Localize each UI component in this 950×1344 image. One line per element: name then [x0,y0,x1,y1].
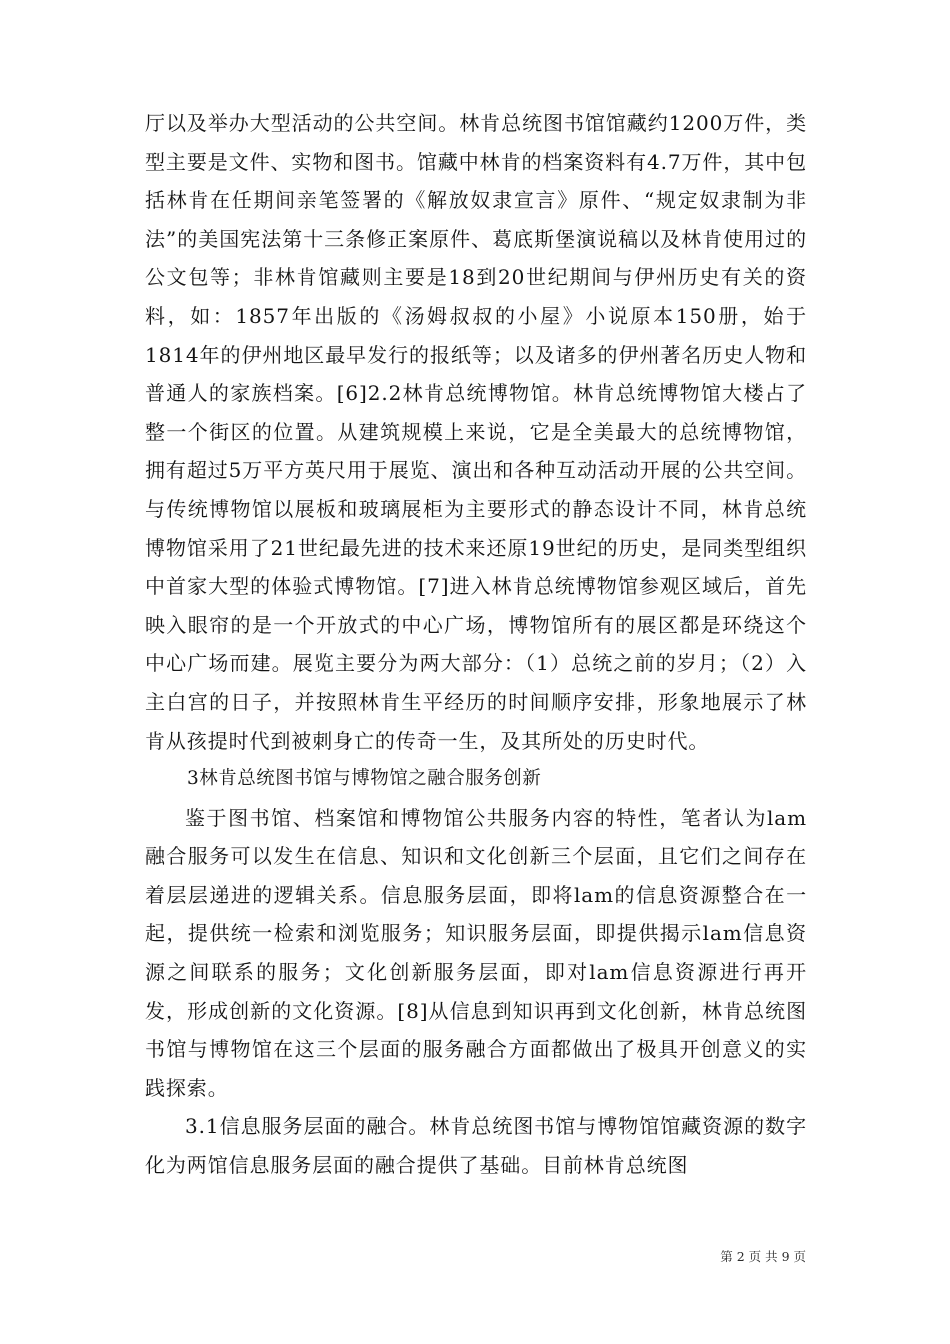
body-paragraph-2: 鉴于图书馆、档案馆和博物馆公共服务内容的特性，笔者认为lam融合服务可以发生在信息、知识和文化创新三个层面，且它们之间存在着层层递进的逻辑关系。信息服务层面，即将lam的信息资源整合在一起，提供统一检索和浏览服务；知识服务层面，即提供揭示lam信息资源之间联系的服务；文化创新服务层面，即对lam信息资源进行再开发，形成创新的文化资源。[8]从信息到知识再到文化创新，林肯总统图书馆与博物馆在这三个层面的服务融合方面都做出了极具开创意义的实践探索。 [145,805,807,1100]
document-body [145,104,807,1185]
page-number-footer: 第 2 页 共 9 页 [720,1249,806,1264]
body-paragraph-3: 3.1信息服务层面的融合。林肯总统图书馆与博物馆馆藏资源的数字化为两馆信息服务层面的融合提供了基础。目前林肯总统图 [145,1114,807,1178]
body-paragraph-1: 厅以及举办大型活动的公共空间。林肯总统图书馆馆藏约1200万件，类型主要是文件、实物和图书。馆藏中林肯的档案资料有4.7万件，其中包括林肯在任期间亲笔签署的《解放奴隶宣言》原件、“规定奴隶制为非法”的美国宪法第十三条修正案原件、葛底斯堡演说稿以及林肯使用过的公文包等；非林肯馆藏则主要是18到20世纪期间与伊州历史有关的资料，如：1857年出版的《汤姆叔叔的小屋》小说原本150册，始于1814年的伊州地区最早发行的报纸等；以及诸多的伊州著名历史人物和普通人的家族档案。[6]2.2林肯总统博物馆。林肯总统博物馆大楼占了整一个街区的位置。从建筑规模上来说，它是全美最大的总统博物馆，拥有超过5万平方英尺用于展览、演出和各种互动活动开展的公共空间。与传统博物馆以展板和玻璃展柜为主要形式的静态设计不同，林肯总统博物馆采用了21世纪最先进的技术来还原19世纪的历史，是同类型组织中首家大型的体验式博物馆。[7]进入林肯总统博物馆参观区域后，首先映入眼帘的是一个开放式的中心广场，博物馆所有的展区都是环绕这个中心广场而建。展览主要分为两大部分：（1）总统之前的岁月；（2）入主白宫的日子，并按照林肯生平经历的时间顺序安排，形象地展示了林肯从孩提时代到被刺身亡的传奇一生，及其所处的历史时代。 [145,111,807,753]
section-heading: 3林肯总统图书馆与博物馆之融合服务创新 [187,768,542,790]
